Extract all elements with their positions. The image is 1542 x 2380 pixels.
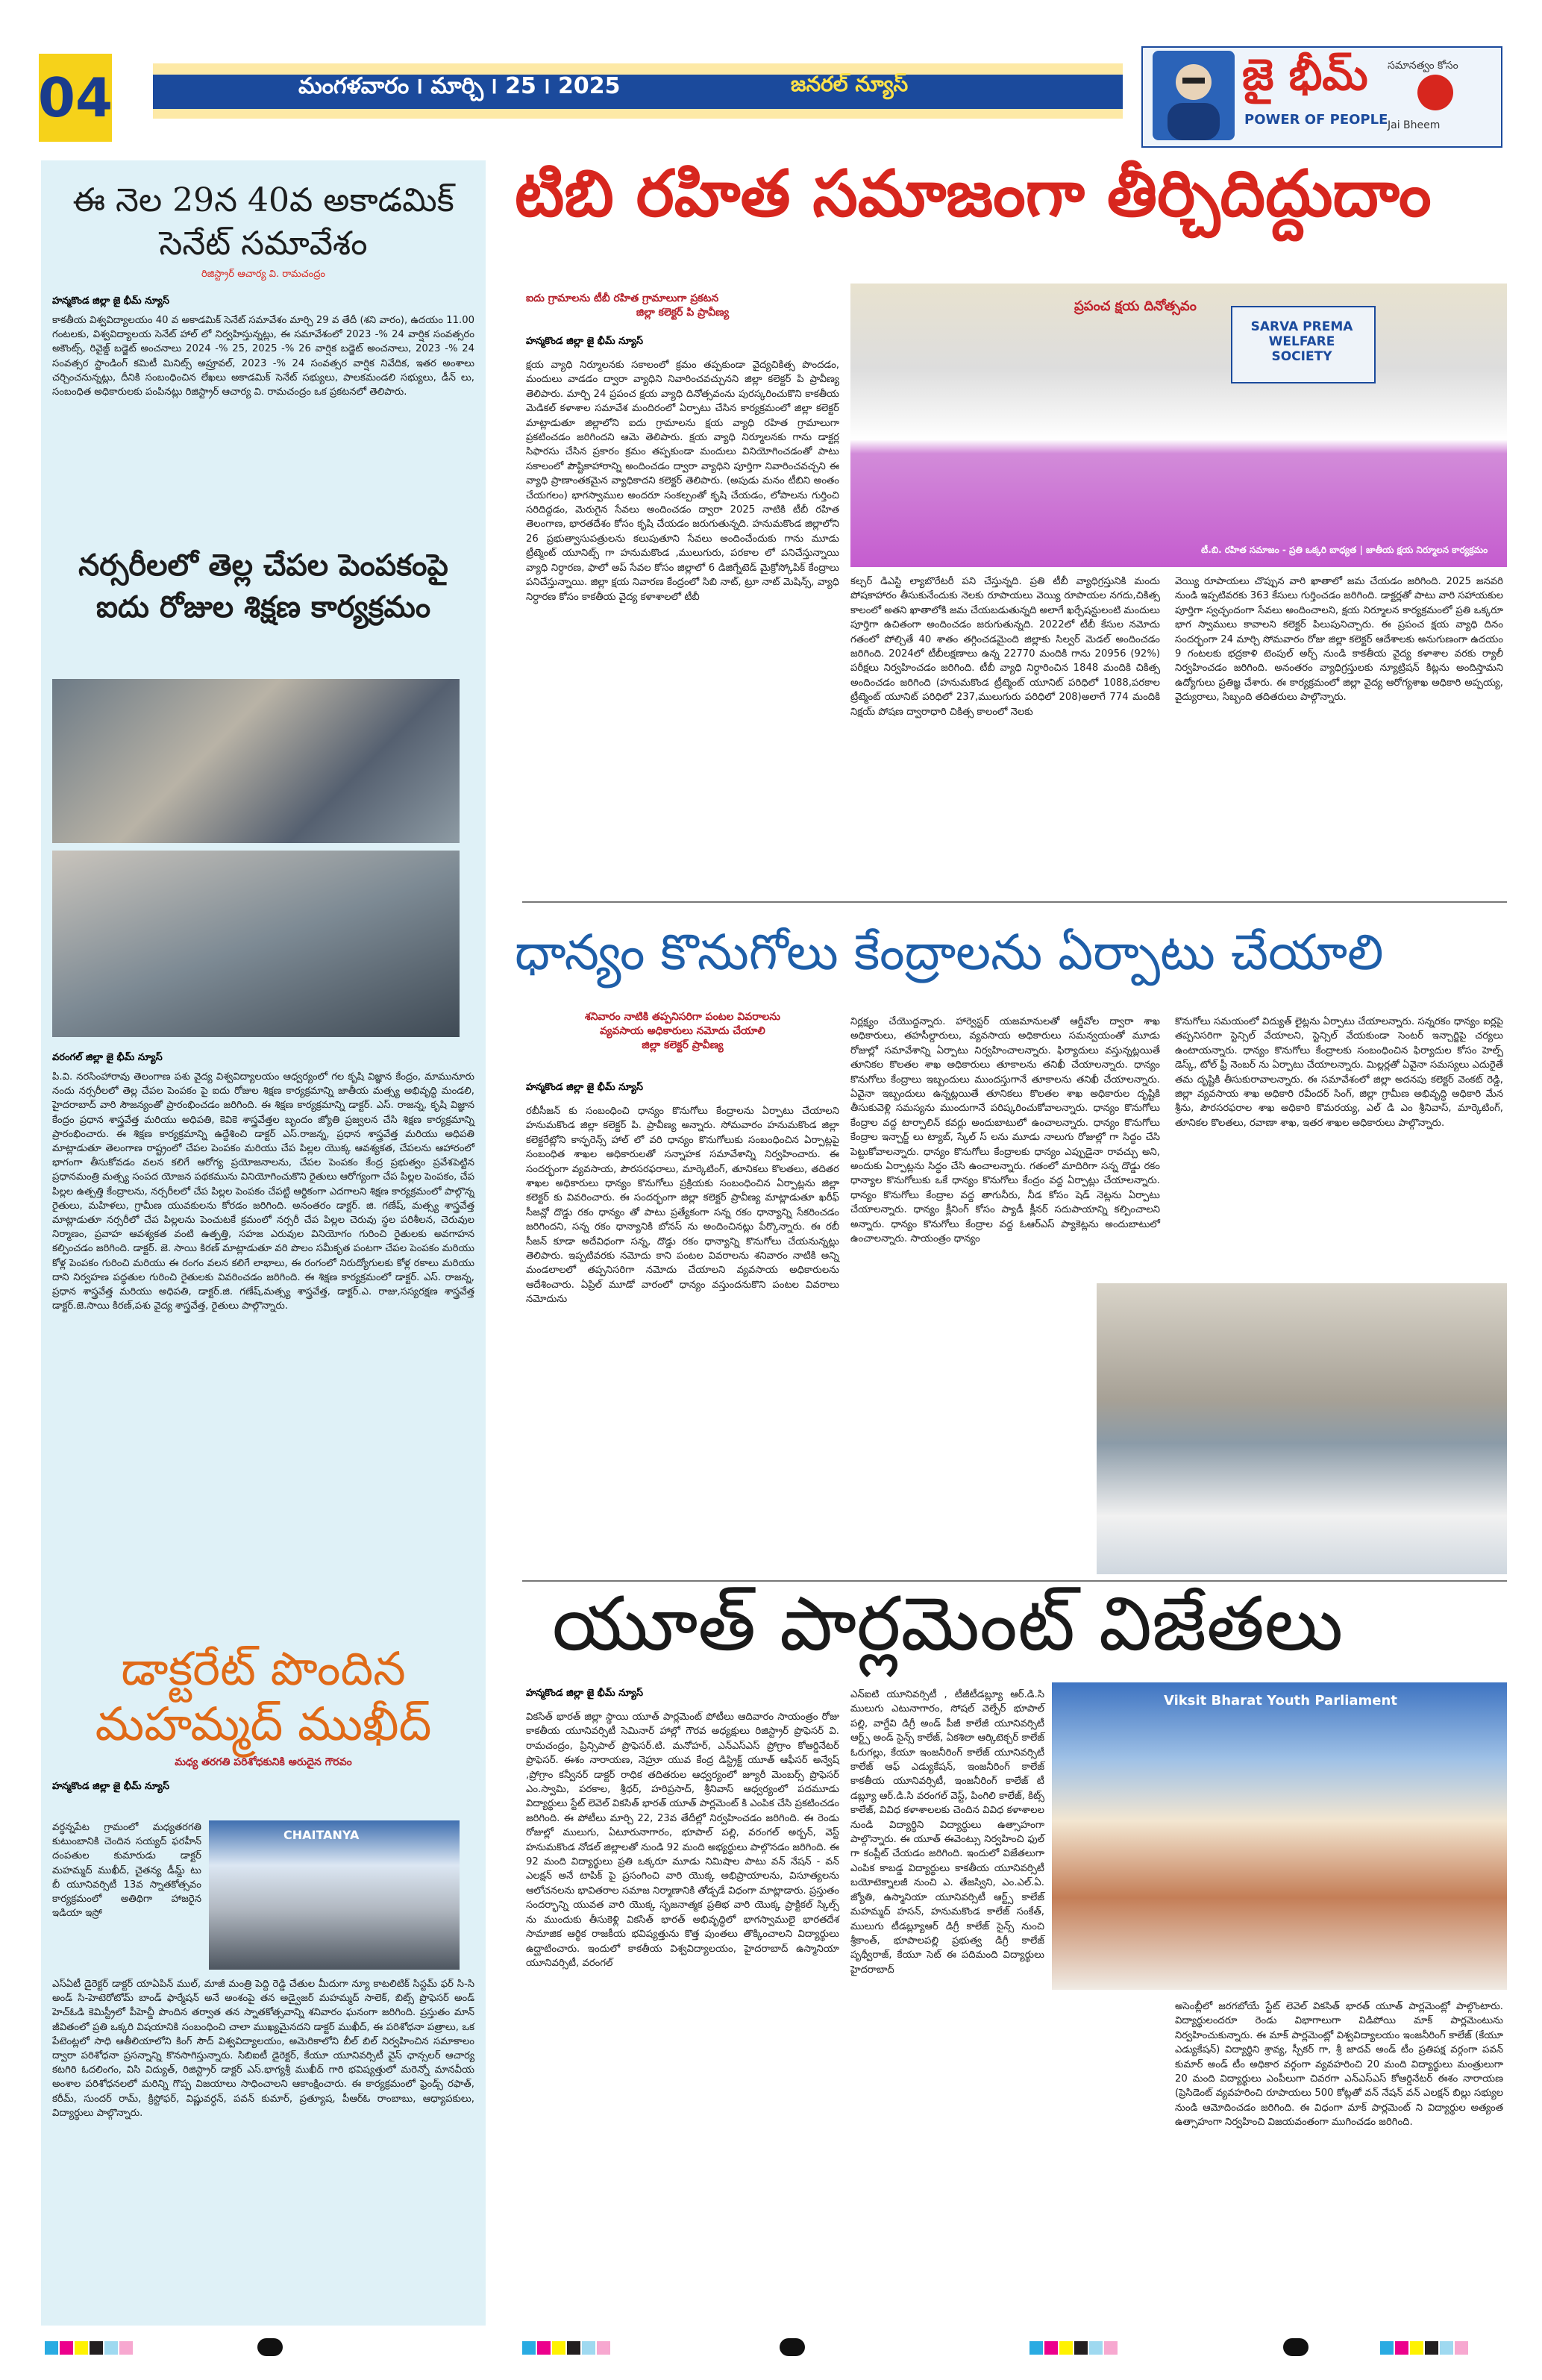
tb-subhead <box>526 292 839 321</box>
issue-date: మంగళవారం ౹ మార్చి ౹ 25 ౹ 2025 <box>298 73 621 99</box>
doctorate-headline: డాక్టరేట్ పొందిన మహమ్మద్ ముఖీద్ <box>95 1641 432 1751</box>
tb-byline: హన్మకొండ జిల్లా జై భీమ్ న్యూస్ <box>526 336 643 347</box>
grain-column-1: రబీసీజన్ కు సంబంధించి ధాన్యం కొనుగోలు కేంద్రాలను ఏర్పాటు చేయాలని హనుమకొండ జిల్లా కలెక్టర్ పి. ప్రావీణ్య అన్నారు. సోమవారం హనుమకొండ జిల్లా కలెక్టరేట్లోని కాన్ఫరెన్స్ హాల్ లో వరి ధాన్యం కొనుగోలుకు సంబంధించిన ఏర్పాట్లపై సంబంధిత శాఖల అధికారులతో సన్నాహక సమావేశాన్ని నిర్వహించారు. ఈ సందర్భంగా వ్యవసాయ, పౌరసరఫరాలు, మార్కెటింగ్, తూనికలు కొలతలు, తదితర శాఖల అధికారులు ధాన్యం కొనుగోలు ప్రక్రియకు సంబంధించిన ఏర్పాట్లను జిల్లా కలెక్టర్ కు వివరించారు. ఈ సందర్భంగా జిల్లా కలెక్టర్ ప్రావీణ్య మాట్లాడుతూ ఖరీఫ్ సీజన్లో దొడ్డు రకం ధాన్యం తో పాటు ప్రత్యేకంగా సన్న రకం ధాన్యాన్ని సేకరించడం జరిగిందని, సన్న రకం ధాన్యానికి బోనస్ ను అందించినట్లు పేర్కొన్నారు. ఈ రబీ సీజన్ కూడా అదేవిధంగా సన్న, దొడ్డు రకం ధాన్యాన్ని కొనుగోలు చేయనున్నట్లు తెలిపారు. ఇప్పటివరకు నమోదు కాని పంటల వివరాలను శనివారం నాటికి అన్ని మండలాలలో తప్పనిసరిగా నమోదు చేయాలని వ్యవసాయ అధికారులను ఆదేశించారు. ఏప్రిల్ మూడో వారంలో ధాన్యం వస్తుందనుకొని పంటల వివరాలు నమోదును <box>526 1106 839 1306</box>
doctorate-story <box>52 1641 474 1794</box>
page-number: 04 <box>39 54 112 142</box>
grain-meeting-photo <box>1097 1283 1507 1574</box>
color-swatches-3 <box>1029 2341 1119 2356</box>
doctorate-body-wrap <box>52 1977 474 2120</box>
jai-bheem-emblem-icon <box>1417 75 1453 110</box>
grain-subhead-line2: వ్యవసాయ అధికారులు నమోదు చేయాలి <box>600 1025 765 1037</box>
tb-photo-stage-text: ప్రపంచ క్షయ దినోత్సవం <box>1074 298 1197 314</box>
logo-tagline-bottom: Jai Bheem <box>1388 119 1441 131</box>
doctorate-photo-caption: CHAITANYA <box>283 1828 360 1842</box>
tb-subhead-line1: ఐదు గ్రామాలను టీబీ రహిత గ్రామాలుగా ప్రకటన <box>526 292 719 304</box>
logo-title: జై భీమ్ <box>1242 49 1368 100</box>
grain-subhead <box>526 1011 839 1053</box>
youth-column-2: ఎన్ఐటి యూనివర్సిటీ , టీజీటీడబ్ల్యూ ఆర్.డి.సి ములుగు ఎటునాగారం, సోషల్ వెల్ఫేర్ భూపాల్ పల్లి, వాగ్దేవి డిగ్రీ అండ్ పీజీ కాలేజీ యూనివర్సిటీ ఆర్ట్స్ అండ్ సైన్స్ కాలేజ్, ఏకశిలా ఆర్కిటెక్చర్ కాలేజ్ ఓరుగల్లు, కేయూ ఇంజనీరింగ్ కాలేజ్ యూనివర్సిటీ కాలేజ్ ఆఫ్ ఎడ్యుకేషన్, ఇంజనీరింగ్ కాలేజ్ కాకతీయ యూనివర్సిటీ, ఇంజనీరింగ్ కాలేజ్ టీ డబ్ల్యూ ఆర్.డి.సి వరంగల్ వెస్ట్, పింగిలి కాలేజ్, కిట్స్ కాలేజ్, వివిధ కళాశాలలకు చెందిన వివిధ కళాశాలల నుండి విద్యార్థిని విద్యార్థులు ఉత్సాహంగా పాల్గొన్నారు. ఈ యూత్ ఈవెంట్సు నిర్వహించి ఫుల్ గా కంప్లీట్ చేయడం జరిగింది. ఇందులో విజేతలుగా ఎంపిక కాబడ్డ విద్యార్థులు కాకతీయ యూనివర్సిటీ బయోటెక్నాలజీ నుంచి ఎ. తేజస్విని, ఎం.ఎల్.ఏ. జ్యోతి, ఉస్మానియా యూనివర్సిటీ ఆర్ట్స్ కాలేజ్ మహమ్మద్ హసన్, హనుమకొండ కాలేజ్ సంకేత్, ములుగు టీడబ్ల్యూఆర్ డిగ్రీ కాలేజ్ సైన్స్ నుంచి శ్రీకాంత్, భూపాలపల్లి ప్రభుత్వ డిగ్రీ కాలేజ్ పృథ్వీరాజ్, కేయూ సెట్ ఈ పదిమంది విద్యార్థులు హైదరాబాద్ <box>850 1689 1044 1976</box>
tb-column-2: కల్చర్ డిఎస్టి ల్యాబొరేటరీ పని చేస్తున్నది. ప్రతి టీబీ వ్యాధిగ్రస్తునికి మందు పోషకాహారం తీసుకునేందుకు నెలకు రూపాయలు వెయ్యి రూపాయల నగదు,చికిత్స కాలంలో అతని ఖాతాలోకి జమ చేయబడుతున్నది అలాగే ఖర్చేషన్టులంటి మందులు పూర్తిగా ఉచితంగా అందించడం జరుగుతున్నది. 2022లో టీబీ కేసుల నమోదు గతంలో పోల్చితే 40 శాతం తగ్గించడమైంది జిల్లాకు సిల్వర్ మెడల్ అందించడం జరిగింది. 2024లో టీబీలక్షణాలు ఉన్న 22770 మందికి గాను 20956 (92%) పరీక్షలు నిర్వహించడం జరిగింది. టీబీ వ్యాధి నిర్ధారించిన 1848 మందికి చికిత్స అందించడం జరిగింది (హనుమకొండ ట్రీట్మెంట్ యూనిట్ పరిధిలో 1088,పరకాల ట్రీట్మెంట్ యూనిట్ పరిధిలో 237,ములుగురు పరిధిలో 208)అలాగే 774 మందికి నిక్షయ్ పోషణ ద్వారాధారి చికిత్స కాలంలో నెలకు <box>850 576 1160 718</box>
fish-training-headline: నర్సరీలలో తెల్ల చేపల పెంపకంపై ఐదు రోజుల శిక్షణ కార్యక్రమం <box>78 548 448 624</box>
tb-headline: టిబి రహిత సమాజంగా తీర్చిదిద్దుదాం <box>515 157 1432 231</box>
senate-subline: రిజిస్ట్రార్ ఆచార్య వి. రామచంద్రం <box>201 269 325 280</box>
grain-subhead-line3: జిల్లా కలెక్టర్ ప్రావీణ్య <box>642 1039 724 1051</box>
fish-training-photo-1 <box>52 679 460 843</box>
youth-byline: హన్మకొండ జిల్లా జై భీమ్ న్యూస్ <box>526 1688 643 1699</box>
senate-headline: ఈ నెల 29న 40వ అకాడమిక్ సెనేట్ సమావేశం <box>72 181 454 263</box>
doctorate-subline: మధ్య తరగతి పరిశోధకునికి అరుదైన గౌరవం <box>175 1756 352 1768</box>
tb-column-1: క్షయ వ్యాధి నిర్మూలనకు సకాలంలో క్రమం తప్పకుండా వైద్యచికిత్స పొందడం, మందులు వాడడం ద్వారా వ్యాధిని నివారించవచ్చునని జిల్లా కలెక్టర్ పి ప్రావీణ్య తెలిపారు. మార్చి 24 ప్రపంచ క్షయ వ్యాధి దినోత్సవంను పురస్కరించుకొని కాకతీయ మెడికల్ కళాశాల సమావేశ మందిరంలో ఏర్పాటు చేసిన కార్యక్రమంలో జిల్లా కలెక్టర్ మాట్లాడుతూ జిల్లాలోని ఐదు గ్రామాలను క్షయ వ్యాధి రహిత గ్రామాలుగా ప్రకటించడం జరిగిందని ఆమె తెలిపారు. క్షయ వ్యాధి నిర్మూలనకు గాను డాక్టర్ల సిఫారసు చేసిన ప్రకారం క్రమం తప్పకుండా మందులు వినియోగించడంతో పాటు సకాలంలో పౌష్టికాహారాన్ని అందించడం ద్వారా వ్యాధిని పూర్తిగా నివారించవచ్చని ఈ వ్యాధి ప్రాణాంతకమైన వ్యాధికాదని కలెక్టర్ తెలిపారు. (అపుడు మనం టీబిని అంతం చేయగలం) భాగస్వాముల అందరూ సంకల్పంతో కృషి చేయడం, లోపాలను గుర్తించి సరిదిద్దడం, మెరుగైన సేవలు అందించడం ద్వారా 2025 నాటికి టీబీ రహిత తెలంగాణ, భారతదేశం కోసం కృషి చేయడం జరుగుతున్నది. హనుమకొండ జిల్లాలోని 26 ప్రభుత్వాసుపత్రులను కలుపుతూని సేవలు అందించేందుకు గాను మూడు ట్రీట్మెంట్ యూనిట్స్ గా హనుమకొండ ,ములుగురు, పరకాల లో పనిచేస్తున్నాయి వ్యాధి నిర్ధారణ, ఫాలో అప్ సేవల కోసం జిల్లాలో 6 డిజిగ్నేటెడ్ మైక్రోస్కోపిక్ కేంద్రాలు పనిచేస్తున్నాయి. జిల్లా క్షయ నివారణ కేంద్రంలో సిబి నాట్, ట్రూ నాట్ మెషిన్స్, వ్యాధి నిర్ధారణ కోసం కాకతీయ వైద్య కళాశాలలో టీబీ <box>526 360 839 603</box>
youth-column-1: వికసిత్ భారత్ జిల్లా స్థాయి యూత్ పార్లమెంట్ పోటీలు ఆదివారం సాయంత్రం రోజు కాకతీయ యూనివర్సిటీ సెమినార్ హాల్లో గౌరవ అధ్యక్షులు రిజిస్ట్రార్ ప్రొఫెసర్ వి. రామచంద్రం, ప్రిన్సిపాల్ ప్రొఫెసర్.టి. మనోహర్, ఎన్ఎస్ఎస్ ప్రోగ్రాం కోఆర్డినేటర్ ప్రొఫెసర్. ఈశం నారాయణ, నెహ్రూ యువ కేంద్ర డిస్ట్రిక్ట్ యూత్ ఆఫీసర్ అన్వేష్ ,ప్రోగ్రాం కన్వీనర్ డాక్టర్ రాధిక తదితరుల ఆధ్వర్యంలో జ్యూరీ మెంబర్స్ ప్రొఫెసర్ ఎం.స్వామి, పరకాల, శ్రీధర్, హరిప్రసాద్, శ్రీనివాస్ ఆధ్వర్యంలో పదమూడు విద్యార్థులు స్టేట్ లెవెల్ వికసిత్ భారత్ యూత్ పార్లమెంట్ కి ఎంపిక చేసి ప్రకటించడం జరిగింది. ఈ పోటీలు మార్చి 22, 23వ తేదీల్లో నిర్వహించడం జరిగింది. ఈ రెండు రోజుల్లో ములుగు, ఏటూరునాగారం, భూపాల్ పల్లి, వరంగల్ అర్బన్, వెస్ట్ హనుమకొండ నోడల్ జిల్లాలతో నుండి 92 మంది అభ్యర్థులు పాల్గొనడం జరిగింది. ఈ 92 మంది విద్యార్థులు ప్రతి ఒక్కరూ మూడు నిమిషాల పాటు వన్ నేషన్ - వన్ ఎలక్షన్ అనే టాపిక్ పై ప్రసంగించి వారి యొక్క అభిప్రాయాలను, విసూత్యలను ఆలోచనలను భావితరాల సమాజ నిర్మాణానికి తోడ్పడే విధంగా మాట్లాడారు. ప్రస్తుతం సందర్భాన్ని యువత వారి యొక్క సృజనాత్మక ప్రతిభ వారి యొక్క ప్రాక్టికల్ స్కిల్స్ ను ముందుకు తీసుకెళ్లి వికసిత్ భారత్ అభివృద్ధిలో భాగస్వాములై భారతదేశ సామాజిక ఆర్థిక రాజకీయ భవిష్యత్తును కొత్త పుంతలు తొక్కించాలని విద్యార్థులు ఉద్ఘాటించారు. ఇందులో కాకతీయ విశ్వవిద్యాలయం, హైదరాబాద్ ఉస్మానియా యూనివర్సిటీ, వరంగల్ <box>526 1712 839 1969</box>
tb-event-photo <box>850 284 1507 567</box>
grain-column-3: కొనుగోలు సమయంలో విద్యుత్ లైట్లను ఏర్పాటు చేయాలన్నారు. సన్నరకం ధాన్యం ఐర్లపై తప్పనిసరిగా స్టెన్సిల్ వేయాలని, స్టెన్సిల్ వేయకుండా సెంటర్ ఇన్చార్జిపై చర్యలు ఉంటాయన్నారు. ధాన్యం కొనుగోలు కేంద్రాలకు సంబంధించిన ఫిర్యాదుల కోసం హెల్ప్ డెస్క్, టోల్ ఫ్రీ నెంబర్ ను ఏర్పాటు చేయాలన్నారు. మిల్లర్లతో ఏవైనా సమస్యలు ఎదురైతే తమ దృష్టికి తీసుకురావాలన్నారు. ఈ సమావేశంలో జిల్లా అదనపు కలెక్టర్ వెంకట్ రెడ్డి, జిల్లా వ్యవసాయ శాఖ అధికారి రవీందర్ సింగ్, జిల్లా గ్రామీణ అభివృద్ధి అధికారి మేన శ్రీను, పౌరసరఫరాల శాఖ అధికారి కొమరయ్య, ఎల్ డి ఎం శ్రీనివాస్, మార్కెటింగ్, తూనికల కొలతలు, రవాణా శాఖ, ఇతర శాఖల అధికారులు పాల్గొన్నారు. <box>1175 1016 1503 1129</box>
youth-photo-banner: Viksit Bharat Youth Parliament <box>1164 1693 1397 1709</box>
tb-photo-banner: SARVA PREMA WELFARE SOCIETY <box>1250 319 1353 364</box>
registration-mark-1 <box>257 2338 283 2356</box>
fish-training-body: పి.వి. నరసింహారావు తెలంగాణ పశు వైద్య విశ్వవిద్యాలయం ఆధ్వర్యంలో గల కృషి విజ్ఞాన కేంద్రం, మామునూరు నందు నర్సరీలలో తెల్ల చేపల పెంపకం పై ఐదు రోజుల శిక్షణ కార్యక్రమాన్ని జాతీయ మత్స్య అభివృద్ధి మండలి, హైదరాబాద్ వారి సౌజన్యంతో ప్రారంభించడం జరిగింది. ఈ శిక్షణ కార్యక్రమాన్ని డాక్టర్. ఎస్. రాజన్న, కృషి విజ్ఞాన కేంద్రం ప్రధాన శాస్త్రవేత్త మరియు అధిపతి, కెవికె శాస్త్రవేత్తల బృందం జ్యోతి ప్రజ్వలన చేసి శిక్షణ కార్యక్రమాన్ని ప్రారంభించారు. ఈ శిక్షణ కార్యక్రమాన్ని ఉద్దేశించి డాక్టర్ ఎస్.రాజన్న, ప్రధాన శాస్త్రవేత్త మరియు అధిపతి మాట్లాడుతూ తెలంగాణ రాష్ట్రంలో చేపల పెంపకం మరియు చేప పిల్లల యొక్క ఆవశ్యకత, చేపలను ఆహారంలో భాగంగా తీసుకోవడం వలన కలిగే ఆరోగ్య ప్రయోజనాలను, చేపల పెంపకం కేంద్ర ప్రభుత్వం ప్రవేశపెట్టిన ప్రధానమంత్రి మత్స్య సంపద యోజన పథకమును వినియోగించుకొని రైతులు ఆరోగ్యంగా చేప పిల్లల పెంపకం, చేప పిల్లల ఉత్పత్తి కేంద్రాలను, నర్సరీలలో చేప పిల్లల పెంపకం చేపట్టి ఆర్థికంగా ఎదగాలని శిక్షణ కార్యక్రమంలో పాల్గొన్న రైతులు, మహిళలు, గ్రామీణ యువకులను కోరడం జరిగింది. అనంతరం డాక్టర్. జి. గణేష్, మత్స్య శాస్త్రవేత్త మాట్లాడుతూ నర్సరీలో చేప పిల్లలను పెంచుటకే క్రమంలో నర్సరీ చేప పిల్లల చెరువు స్థల పరిశీలన, చెరువుల నిర్మాణం, ప్రవాహ ఆవశ్యకత వంటి ఉత్పత్తి, సహజ ఎరువుల వినియోగం గురించి రైతులకు అవగాహన కల్పించడం జరిగింది. డాక్టర్. జె. సాయి కిరణ్ మాట్లాడుతూ వరి పొలం సమీకృత పంటగా చేపల పెంపకం మరియు కోళ్ల పెంపకం గురించి మరియు ఈ రంగం వలన కలిగే లాభాలు, ఈ రంగంలో నిరుద్యోగులకు కోళ్ల రకాలు మరియు దాని నిర్వహణ పద్ధతుల గురించి రైతులకు వివరించడం జరిగింది. ఈ శిక్షణ కార్యక్రమంలో డాక్టర్. ఎస్. రాజన్న, ప్రధాన శాస్త్రవేత్త మరియు అధిపతి, డాక్టర్.జి. గణేష్,మత్స్య శాస్త్రవేత్త, డాక్టర్.ఎ. రాజు,సస్యరక్షణ శాస్త్రవేత్త డాక్టర్.జె.సాయి కిరణ్,పశు వైద్య శాస్త్రవేత్త, రైతులు పాల్గొన్నారు. <box>52 1071 474 1312</box>
color-swatches-4 <box>1380 2341 1470 2356</box>
doctorate-body: ఎస్ఏటీ డైరెక్టర్ డాక్టర్ యాఏపిన్ ముల్, మాజీ మంత్రి పెద్ది రెడ్డి చేతుల మీదుగా న్యూ కాటలిటిక్ సిస్టమ్ ఫర్ సి-సి అండ్ సి-హెటెరోటోమ్ బాండ్ ఫార్మేషన్ అనే అంశంపై తన అడ్వైజర్ మహమ్మద్ సాలెక్, బిట్స్ ప్రొఫెసర్ అండ్ హెచ్ఓడి కెమిస్ట్రీలో పీహెచ్డీ పొందిన తర్వాత తన స్నాతకోత్సవాన్ని శనివారం ఘనంగా జరిగింది. ప్రస్తుతం మాన్ జీవితంలో ప్రతి ఒక్కరి విషయానికి సంబంధించి చాలా ముఖ్యమైనదని డాక్టర్ ముఖీద్, ఈ పరిశోధనా పత్రాలు, ఒక పేటెంట్లలో సాధి ఆతీలియాలోని కింగ్ సౌద్ విశ్వవిద్యాలయం, అమెరికాలోని బీల్ బిల్ నిర్వహించిన సమాకాలం ద్వారా పరిశోధనా ప్రసన్నాన్ని కొనసాగిస్తున్నారు. సిబిఐటీ డైరెక్టర్, కేయూ యూనివర్సిటీ వైస్ ఛాన్సలర్ ఆచార్య కటగిరి ఓదలింగం, విసి విద్యుత్, రిజిస్ట్రార్ డాక్టర్ ఎస్.భాగ్యశ్రీ ముఖీద్ గారి భవిష్యత్తులో మరెన్నో మానవీయ అంశాల పరిశోధనలలో మరిన్ని గొప్ప విజయాలు సాధించాలని ఆకాంక్షించారు. ఈ కార్యక్రమంలో ఫ్రెండ్స్ రఫాత్, కరీమ్, సుందర్ రామ్, క్రిస్టోఫర్, విష్ణువర్ధన్, పవన్ కుమార్, ప్రత్యూష, పీఆర్ఓ రాంబాబు, ఆధ్యాపకులు, విద్యార్థులు పాల్గొన్నారు. <box>52 1979 474 2119</box>
grain-byline: హన్మకొండ జిల్లా జై భీమ్ న్యూస్ <box>526 1082 643 1093</box>
color-swatches-2 <box>522 2341 612 2356</box>
doctorate-byline: హన్మకొండ జిల్లా జై భీమ్ న్యూస్ <box>52 1781 169 1792</box>
fish-training-story <box>52 545 474 628</box>
grain-subhead-line1: శనివారం నాటికి తప్పనిసరిగా పంటల వివరాలను <box>585 1011 780 1023</box>
senate-body: కాకతీయ విశ్వవిద్యాలయం 40 వ అకాడమిక్ సెనేట్ సమావేశం మార్చి 29 వ తేదీ (శని వారం), ఉదయం 11.00 గంటలకు, విశ్వవిద్యాలయ సెనేట్ హాల్ లో నిర్వహిస్తున్నట్లు, ఈ సమావేశంలో 2023 -% 24 వార్షిక సంవత్సరం అకౌంట్స్, రివైజ్డ్ బడ్జెట్ అంచనాలు 2024 -% 25, 2025 -% 26 వార్షిక బడ్జెట్ అంచనాలు, 2023 -% 24 సంవత్సర స్టాండింగ్ కమిటీ మినిట్స్ అప్రూవల్, 2023 -% 24 సంవత్సర వార్షిక నివేదిక, ఇతర అంశాలు చర్చించనున్నట్లు, దీనికి సంబంధించిన లేఖలు అకాడమిక్ సెనేట్ సభ్యులు, పాలకమండలి సభ్యులు, డీన్ లు, సంబంధిత అధికారులకు పంపినట్లు రిజిస్ట్రార్ ఆచార్య వి. రామచంద్రం ఒక ప్రకటనలో తెలిపారు. <box>52 315 474 398</box>
senate-byline: హన్మకొండ జిల్లా జై భీమ్ న్యూస్ <box>52 295 169 307</box>
fish-training-body-wrap <box>52 1052 474 1313</box>
tb-photo-footer: టీ.బి. రహిత సమాజం - ప్రతి ఒక్కరి బాధ్యత | జాతీయ క్షయ నిర్మూలన కార్యక్రమం <box>1201 545 1488 555</box>
fish-training-photo-2 <box>52 851 460 1037</box>
logo-tagline-top: సమానత్వం కోసం <box>1388 60 1458 72</box>
youth-winners-photo <box>1052 1682 1507 1990</box>
ambedkar-portrait-icon <box>1153 51 1235 140</box>
section-label: జనరల్ న్యూస్ <box>791 72 909 96</box>
registration-mark-2 <box>780 2338 805 2356</box>
grain-column-2: నిర్లక్ష్యం చేయొద్దన్నారు. హార్వెస్టర్ యజమానులతో ఆర్డీవోల ద్వారా శాఖ అధికారులు, తహసీల్దారులు, వ్యవసాయ అధికారులు సమన్వయంతో మూడు రోజుల్లో సమావేశాన్ని ఏర్పాటు నిర్వహించాలన్నారు. ఫిర్యాదులు వస్తున్నట్లయితే తూనికల కొలతల శాఖ అధికారులు తూకాలను తనిఖీ చేయాలన్నారు. ధాన్యం కొనుగోలు కేంద్రాలు ఇబ్బందులు ముందస్తుగానే తూకాలను తనిఖీ చేయాలన్నారు. ఏవైనా ఇబ్బందులు ఉన్నట్లయితే తూనికలు కొలతల శాఖ అధికారుల దృష్టికి తీసుకువెళ్లి సమస్యను ముందుగానే పరిష్కరించుకోవాలన్నారు. ధాన్యం కొనుగోలు కేంద్రాల వద్ద టార్పాలిన్ కవర్లు అందుబాటులో ఉంచాలన్నారు. ధాన్యం కొనుగోలు కేంద్రాల ఇన్చార్జ్ లు ట్యాబ్, స్కేల్ స్ లను మూడు నాలుగు రోజుల్లో గా సిద్ధం చేసి పెట్టుకోవాలన్నారు. ధాన్యం కొనుగోలు కేంద్రాలకు ధాన్యం ఎప్పుడైనా రావచ్చు అని, అందుకు ఏర్పాట్లను సిద్ధం చేసి ఉంచాలన్నారు. గతంలో మాదిరిగా సన్న దొడ్డు రకం ధాన్యాల కొనుగోలుకు ఒకే ధాన్యం కొనుగోలు కేంద్రం వద్ద ఏర్పాట్లు చేయాలన్నారు. ధాన్యం కొనుగోలు కేంద్రాల వద్ద తాగునీరు, నీడ కోసం షెడ్ నెట్లను ఏర్పాటు చేయాలన్నారు. ధాన్యం క్లీనింగ్ కోసం ప్యాడీ క్లీనర్ సదుపాయాన్ని కల్పించాలని అన్నారు. ధాన్యం కొనుగోలు కేంద్రాల వద్ద ఓఆర్ఎస్ ప్యాకెట్లను అందుబాటులో ఉంచాలన్నారు. సాయంత్రం ధాన్యం <box>850 1016 1160 1245</box>
registration-mark-3 <box>1283 2338 1308 2356</box>
youth-column-3: అసెంబ్లీలో జరగబోయే స్టేట్ లెవెల్ వికసిత్ భారత్ యూత్ పార్లమెంట్లో పాల్గొంటారు. విద్యార్థులందరూ రెండు విభాగాలుగా విడిపోయి మాక్ పార్లమెంటును నిర్వహించుకున్నారు. ఈ మాక్ పార్లమెంట్లో విశ్వవిద్యాలయం ఇంజనీరింగ్ కాలేజ్ (కేయూ ఎడ్యుకేషన్) విద్యార్థిని శ్రావ్య, స్పీకర్ గా, శ్రీ జాదవ్ అండ్ టీం ప్రతిపక్ష వర్గంగా పవన్ కుమార్ అండ్ టీం అధికార వర్గంగా వ్యవహరించి 20 మంది విద్యార్థులు మంత్రులుగా 20 మంది విద్యార్థులు ఎంపీలుగా చివరగా ఎన్ఎస్ఎస్ కోఆర్డినేటర్ ఈశం నారాయణ (ప్రెసిడెంట్ వ్యవహరించి రూపాయలు 500 కోట్లతో వన్ నేషన్ వన్ ఎలక్షన్ బిల్లు సభ్యుల నుండి ఆమోదించడం జరిగింది. ఈ విధంగా మాక్ పార్లమెంట్ ని విద్యార్థుల అత్యంత ఉత్సాహంగా నిర్వహించి విజయవంతంగా ముగించడం జరిగింది. <box>1175 2001 1503 2129</box>
doctorate-body-top: వర్ధన్నపేట గ్రామంలో మధ్యతరగతి కుటుంబానికి చెందిన సయ్యద్ ఫరహీన్ దంపతుల కుమారుడు డాక్టర్ మహమ్మద్ ముఖీద్, చైతన్య డీమ్డ్ టు బీ యూనివర్సిటీ 13వ స్నాతకోత్సవం కార్యక్రమంలో అతిథిగా హాజరైన ఇడియా ఇస్రో <box>52 1822 201 1920</box>
senate-story <box>52 179 474 399</box>
color-swatches-1 <box>45 2341 134 2356</box>
grain-headline: ధాన్యం కొనుగోలు కేంద్రాలను ఏర్పాటు చేయాలి <box>515 924 1384 981</box>
logo-subtitle: POWER OF PEOPLE <box>1244 112 1388 128</box>
tb-column-3: వెయ్యి రూపాయలు చొప్పున వారి ఖాతాలో జమ చేయడం జరిగింది. 2025 జనవరి నుండి ఇప్పటివరకు 363 కేసులు గుర్తించడం జరిగింది. డాక్టర్లతో పాటు వారి సహాయకుల పూర్తిగా స్వచ్ఛందంగా సేవలు అందించాలని, క్షయ నిర్మూలన కార్యక్రమంలో ప్రతి ఒక్కరూ భాగ స్వాములు కావాలని కలెక్టర్ పిలుపునిచ్చారు. ఈ ప్రపంచ క్షయ వ్యాధి దినం సందర్భంగా 24 మార్చి సోమవారం రోజు జిల్లా కలెక్టర్ ఆదేశాలకు అనుగుణంగా ఉదయం 9 గంటలకు భద్రకాళి టెంపుల్ అర్చ్ నుండి కాకతీయ వైద్య కళాశాల వరకు ర్యాలీ నిర్వహించడం జరిగింది. అనంతరం వ్యాధిగ్రస్తులకు న్యూట్రిషన్ కిట్లను అందిస్తామని ఉద్యోగులు ప్రతిజ్ఞ చేశారు. ఈ కార్యక్రమంలో జిల్లా వైద్య ఆరోగ్యశాఖ అధికారి అప్పయ్య, వైద్యురాలు, సిబ్బంది తదితరులు పాల్గొన్నారు. <box>1175 576 1503 704</box>
section-divider-1 <box>522 901 1507 903</box>
doctorate-photo <box>209 1820 460 1970</box>
youth-headline: యూత్ పార్లమెంట్ విజేతలు <box>552 1580 1344 1667</box>
fish-training-byline: వరంగల్ జిల్లా జై భీమ్ న్యూస్ <box>52 1052 163 1063</box>
tb-subhead-line2: జిల్లా కలెక్టర్ పి ప్రావీణ్య <box>636 307 730 319</box>
doctorate-body-top-wrap <box>52 1820 201 1920</box>
